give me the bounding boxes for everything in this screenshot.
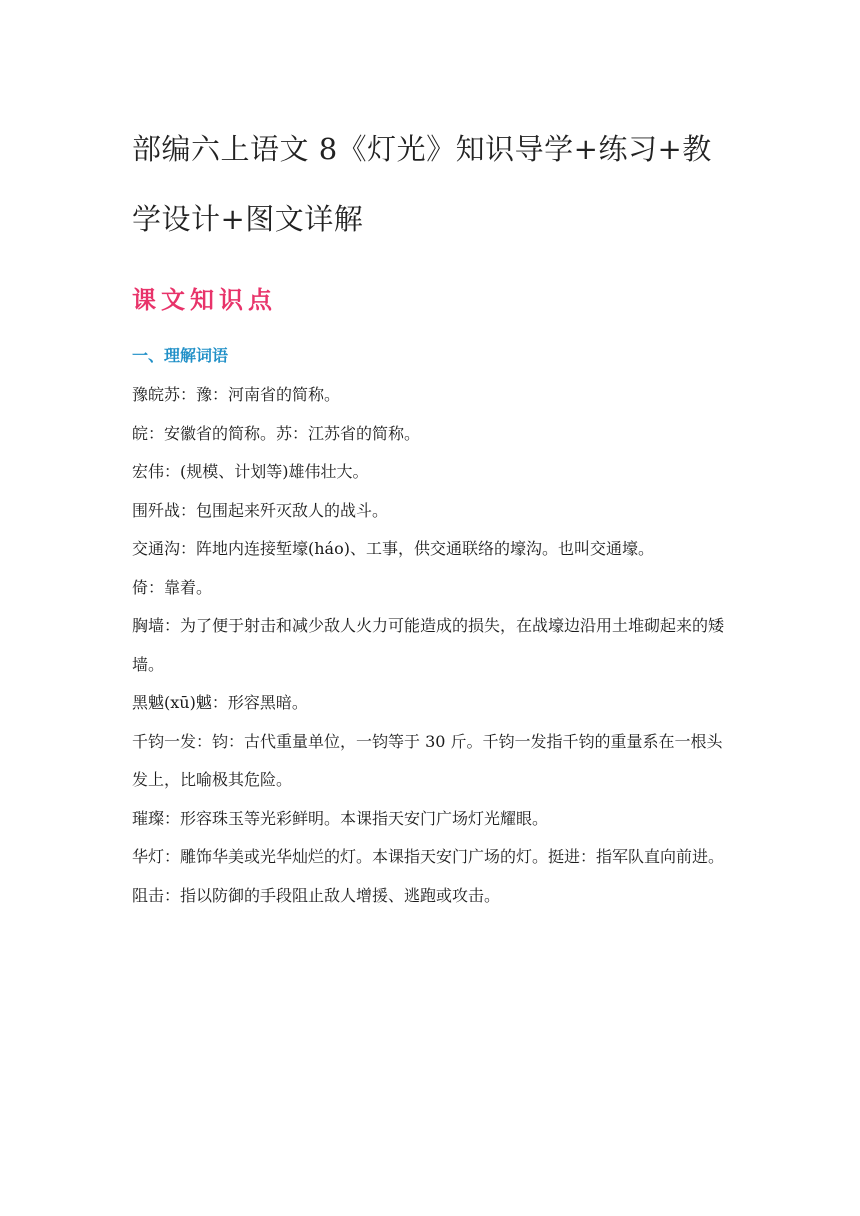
- vocabulary-entry: 华灯：雕饰华美或光华灿烂的灯。本课指天安门广场的灯。挺进：指军队直向前进。: [132, 847, 725, 866]
- vocabulary-entry: 千钧一发：钧：古代重量单位，一钧等于 30 斤。千钧一发指千钧的重量系在一根头发上，比喻极其危险。: [132, 731, 723, 789]
- vocabulary-entry: 阻击：指以防御的手段阻止敌人增援、逃跑或攻击。: [132, 885, 501, 905]
- vocabulary-entry: 胸墙：为了便于射击和减少敌人火力可能造成的损失，在战壕边沿用土堆砌起来的矮墙。: [132, 616, 725, 674]
- document-title: 部编六上语文 8《灯光》知识导学+练习+教学设计+图文详解: [132, 132, 712, 236]
- vocabulary-entry: 倚：靠着。: [132, 577, 213, 597]
- document-page: [132, 0, 732, 915]
- vocabulary-entry: 宏伟：(规模、计划等)雄伟壮大。: [132, 462, 369, 481]
- section-heading: 课文知识点: [132, 286, 277, 314]
- vocabulary-list: [132, 376, 732, 915]
- vocabulary-entry: 黑魆(xū)魆：形容黑暗。: [132, 693, 308, 712]
- vocabulary-entry: 围歼战：包围起来歼灭敌人的战斗。: [132, 500, 389, 520]
- vocabulary-entry: 交通沟：阵地内连接堑壕(háo)、工事，供交通联络的壕沟。也叫交通壕。: [132, 539, 654, 558]
- vocabulary-subheading: 一、理解词语: [132, 346, 229, 365]
- vocabulary-entry: 皖：安徽省的简称。苏：江苏省的简称。: [132, 423, 421, 443]
- vocabulary-entry: 豫皖苏：豫：河南省的简称。: [132, 385, 341, 404]
- vocabulary-entry: 璀璨：形容珠玉等光彩鲜明。本课指天安门广场灯光耀眼。: [132, 808, 549, 828]
